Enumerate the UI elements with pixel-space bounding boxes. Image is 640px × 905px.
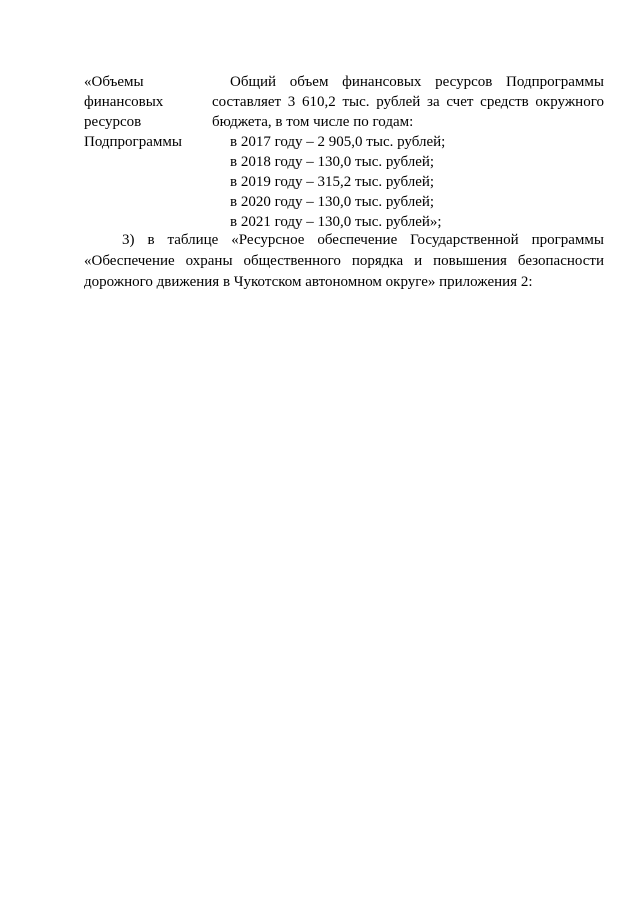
total-volume-line-2: составляет 3 610,2 тыс. рублей за счет средств окружного bbox=[212, 94, 604, 110]
label-line: ресурсов bbox=[84, 114, 142, 130]
year-2021-amount: в 2021 году – 130,0 тыс. рублей»; bbox=[230, 214, 442, 230]
label-line: финансовых bbox=[84, 94, 164, 110]
paragraph-line-3: дорожного движения в Чукотском автономном округе» приложения 2: bbox=[84, 274, 533, 290]
year-2017-amount: в 2017 году – 2 905,0 тыс. рублей; bbox=[230, 134, 446, 150]
total-volume-line-3: бюджета, в том числе по годам: bbox=[212, 114, 414, 130]
total-volume-line-1: Общий объем финансовых ресурсов Подпрограммы bbox=[230, 74, 604, 90]
label-line: Подпрограммы bbox=[84, 134, 182, 150]
financing-value-cell bbox=[212, 72, 604, 232]
financing-label-cell bbox=[84, 72, 208, 152]
subprogram-financing-row bbox=[84, 72, 604, 230]
year-2018-amount: в 2018 году – 130,0 тыс. рублей; bbox=[230, 154, 435, 170]
paragraph-line-1: 3) в таблице «Ресурсное обеспечение Государственной программы bbox=[122, 232, 604, 248]
year-2019-amount: в 2019 году – 315,2 тыс. рублей; bbox=[230, 174, 435, 190]
label-line: «Объемы bbox=[84, 74, 144, 90]
year-2020-amount: в 2020 году – 130,0 тыс. рублей; bbox=[230, 194, 435, 210]
item-3-paragraph bbox=[84, 230, 604, 293]
paragraph-line-2: «Обеспечение охраны общественного порядка и повышения безопасности bbox=[84, 253, 604, 269]
